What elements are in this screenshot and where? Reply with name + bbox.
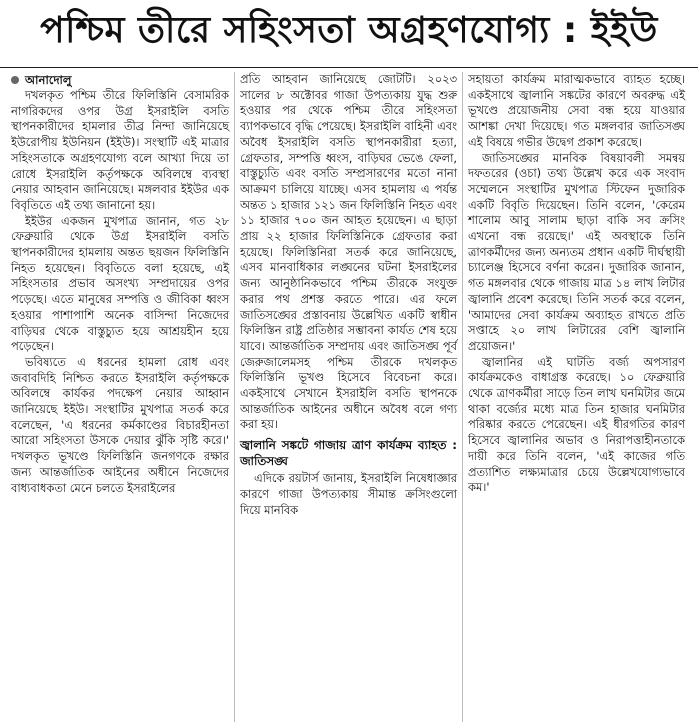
subheading: জ্বালানি সঙ্কটে গাজায় ত্রাণ কার্যক্রম ব্যাহত : জাতিসঙ্ঘ (240, 438, 457, 469)
paragraph: ভবিষ্যতে এ ধরনের হামলা রোধ এবং জবাবদিহি নিশ্চিত করতে ইসরাইলি কর্তৃপক্ষকে অবিলম্বে কার্যকর পদক্ষেপ নেয়ার আহ্বান জানিয়েছে ইইউ। সংস্থাটির মুখপাত্র সতর্ক করে বলেছেন, 'এ ধরনের কর্মকাণ্ডের বিচারহীনতা আরো সহিংসতা উসকে দেয়ার ঝুঁকি সৃষ্টি করে।' দখলকৃত ভূখণ্ডে ফিলিস্তিনি জনগণকে রক্ষার জন্য আন্তর্জাতিক আইনের অধীনে নিজেদের বাধ্যবাধকতা মেনে চলতে ইসরাইলের (11, 354, 229, 495)
byline (11, 72, 229, 88)
bullet-icon (11, 76, 19, 84)
paragraph: জ্বালানির এই ঘাটতি বর্জ্য অপসারণ কার্যক্রমকেও বাধাগ্রস্ত করেছে। ১০ ফেব্রুয়ারি থেকে ত্রাণকর্মীরা সাড়ে তিন লাখ ঘনমিটার জমে থাকা বর্জ্যের মধ্যে মাত্র তিন হাজার ঘনমিটার পরিষ্কার করতে পেরেছেন। এই ধীরগতির কারণ হিসেবে জ্বালানির অভাব ও নিরাপত্তাহীনতাকে দায়ী করে তিনি বলেন, 'এই কাজের গতি প্রত্যাশিত লক্ষ্যমাত্রার চেয়ে উল্লেখযোগ্যভাবে কম।' (468, 354, 685, 495)
column-2 (234, 72, 462, 722)
paragraph: দখলকৃত পশ্চিম তীরে ফিলিস্তিনি বেসামরিক নাগরিকদের ওপর উগ্র ইসরাইলি বসতি স্থাপনকারীদের হামলার তীব্র নিন্দা জানিয়েছে ইউরোপীয় ইউনিয়ন (ইইউ)। সংস্থাটি এই মাত্রার সহিংসতাকে অগ্রহণযোগ্য বলে আখ্যা দিয়ে তা রোধে ইসরাইলি কর্তৃপক্ষকে অবিলম্বে ব্যবস্থা নেয়ার আহবান জানিয়েছে। মঙ্গলবার ইইউর এক বিবৃতিতে এই তথ্য জানানো হয়। (11, 88, 229, 212)
paragraph: প্রতি আহবান জানিয়েছে জোটটি। ২০২৩ সালের ৮ অক্টোবর গাজা উপত্যকায় যুদ্ধ শুরু হওয়ার পর থেকে পশ্চিম তীরে সহিংসতা ব্যাপকভাবে বৃদ্ধি পেয়েছে। ইসরাইলি বাহিনী এবং অবৈধ ইসরাইলি বসতি স্থাপনকারীরা হত্যা, গ্রেফতার, সম্পত্তি ধ্বংস, বাড়িঘর ভেঙে ফেলা, বাস্তুচ্যুতি এবং বসতি সম্প্রসারণের মতো নানা আক্রমণ চালিয়ে যাচ্ছে। এসব হামলায় এ পর্যন্ত অন্তত ১ হাজার ১২১ জন ফিলিস্তিনি নিহত এবং ১১ হাজার ৭০০ জন আহত হয়েছেন। এ ছাড়া প্রায় ২২ হাজার ফিলিস্তিনিকে গ্রেফতার করা হয়েছে। ফিলিস্তিনিরা সতর্ক করে জানিয়েছে, এসব মানবাধিকার লঙ্ঘনের ঘটনা ইসরাইলের জন্য আনুষ্ঠানিকভাবে পশ্চিম তীরকে সংযুক্ত করার পথ প্রশস্ত করতে পারে। এর ফলে জাতিসঙ্ঘের প্রস্তাবনায় উল্লেখিত একটি স্বাধীন ফিলিস্তিন রাষ্ট্র প্রতিষ্ঠার সম্ভাবনা কার্যত শেষ হয়ে যাবে। আন্তর্জাতিক সম্প্রদায় এবং জাতিসঙ্ঘ পূর্ব জেরুজালেমসহ পশ্চিম তীরকে দখলকৃত ফিলিস্তিনি ভূখণ্ড হিসেবে বিবেচনা করে। একইসাথে সেখানে ইসরাইলি বসতি স্থাপনকে আন্তর্জাতিক আইনের অধীনে অবৈধ বলে গণ্য করা হয়। (240, 72, 457, 432)
byline-source: আনাদোলু (25, 73, 72, 87)
paragraph: জাতিসঙ্ঘের মানবিক বিষয়াবলী সমন্বয় দফতরের (ওচা) তথ্য উল্লেখ করে এক সংবাদ সম্মেলনে সংস্থাটির মুখপাত্র স্টিফেন দুজারিক একটি বিবৃতি দিয়েছেন। তিনি বলেন, 'কেরেম শালোম আবু সালাম ছাড়া বাকি সব ক্রসিং এখনো বন্ধ রয়েছে।' এই অবস্থাকে তিনি ত্রাণকর্মীদের জন্য অন্যতম প্রধান একটি দীর্ঘস্থায়ী চ্যালেঞ্জ হিসেবে বর্ণনা করেন। দুজারিক জানান, গত মঙ্গলবার থেকে গাজায় মাত্র ১৪ লাখ লিটার জ্বালানি প্রবেশ করেছে। তিনি সতর্ক করে বলেন, 'আমাদের সেবা কার্যক্রম অব্যাহত রাখতে প্রতি সপ্তাহে ২০ লাখ লিটারের বেশি জ্বালানি প্রয়োজন।' (468, 150, 685, 353)
headline: পশ্চিম তীরে সহিংসতা অগ্রহণযোগ্য : ইইউ (40, 10, 658, 51)
headline-divider (0, 67, 698, 68)
column-1 (6, 72, 234, 722)
article-body (6, 72, 692, 722)
column-3 (462, 72, 690, 722)
paragraph: ইইউর একজন মুখপাত্র জানান, গত ২৮ ফেব্রুয়ারি থেকে উগ্র ইসরাইলি বসতি স্থাপনকারীদের হামলায় অন্তত ছয়জন ফিলিস্তিনি নিহত হয়েছেন। বিবৃতিতে বলা হয়েছে, এই সহিংসতার প্রভাব অসংখ্য সম্প্রদায়ের ওপর পড়েছে। এতে মানুষের সম্পত্তি ও জীবিকা ধ্বংস হওয়ার পাশাপাশি অনেক বাসিন্দা নিজেদের বাড়িঘর থেকে বাস্তুচ্যুত হয়ে আশ্রয়হীন হয়ে পড়েছেন। (11, 213, 229, 354)
paragraph: এদিকে রয়টার্স জানায়, ইসরাইলি নিষেধাজ্ঞার কারণে গাজা উপত্যকায় সীমান্ত ক্রসিংগুলো দিয়ে মানবিক (240, 471, 457, 517)
paragraph: সহায়তা কার্যক্রম মারাত্মকভাবে ব্যাহত হচ্ছে। একইসাথে জ্বালানি সঙ্কটের কারণে অবরুদ্ধ এই ভূখণ্ডে প্রয়োজনীয় সেবা বন্ধ হয়ে যাওয়ার আশঙ্কা দেখা দিয়েছে। গত মঙ্গলবার জাতিসঙ্ঘ এই বিষয়ে গভীর উদ্বেগ প্রকাশ করেছে। (468, 72, 685, 149)
